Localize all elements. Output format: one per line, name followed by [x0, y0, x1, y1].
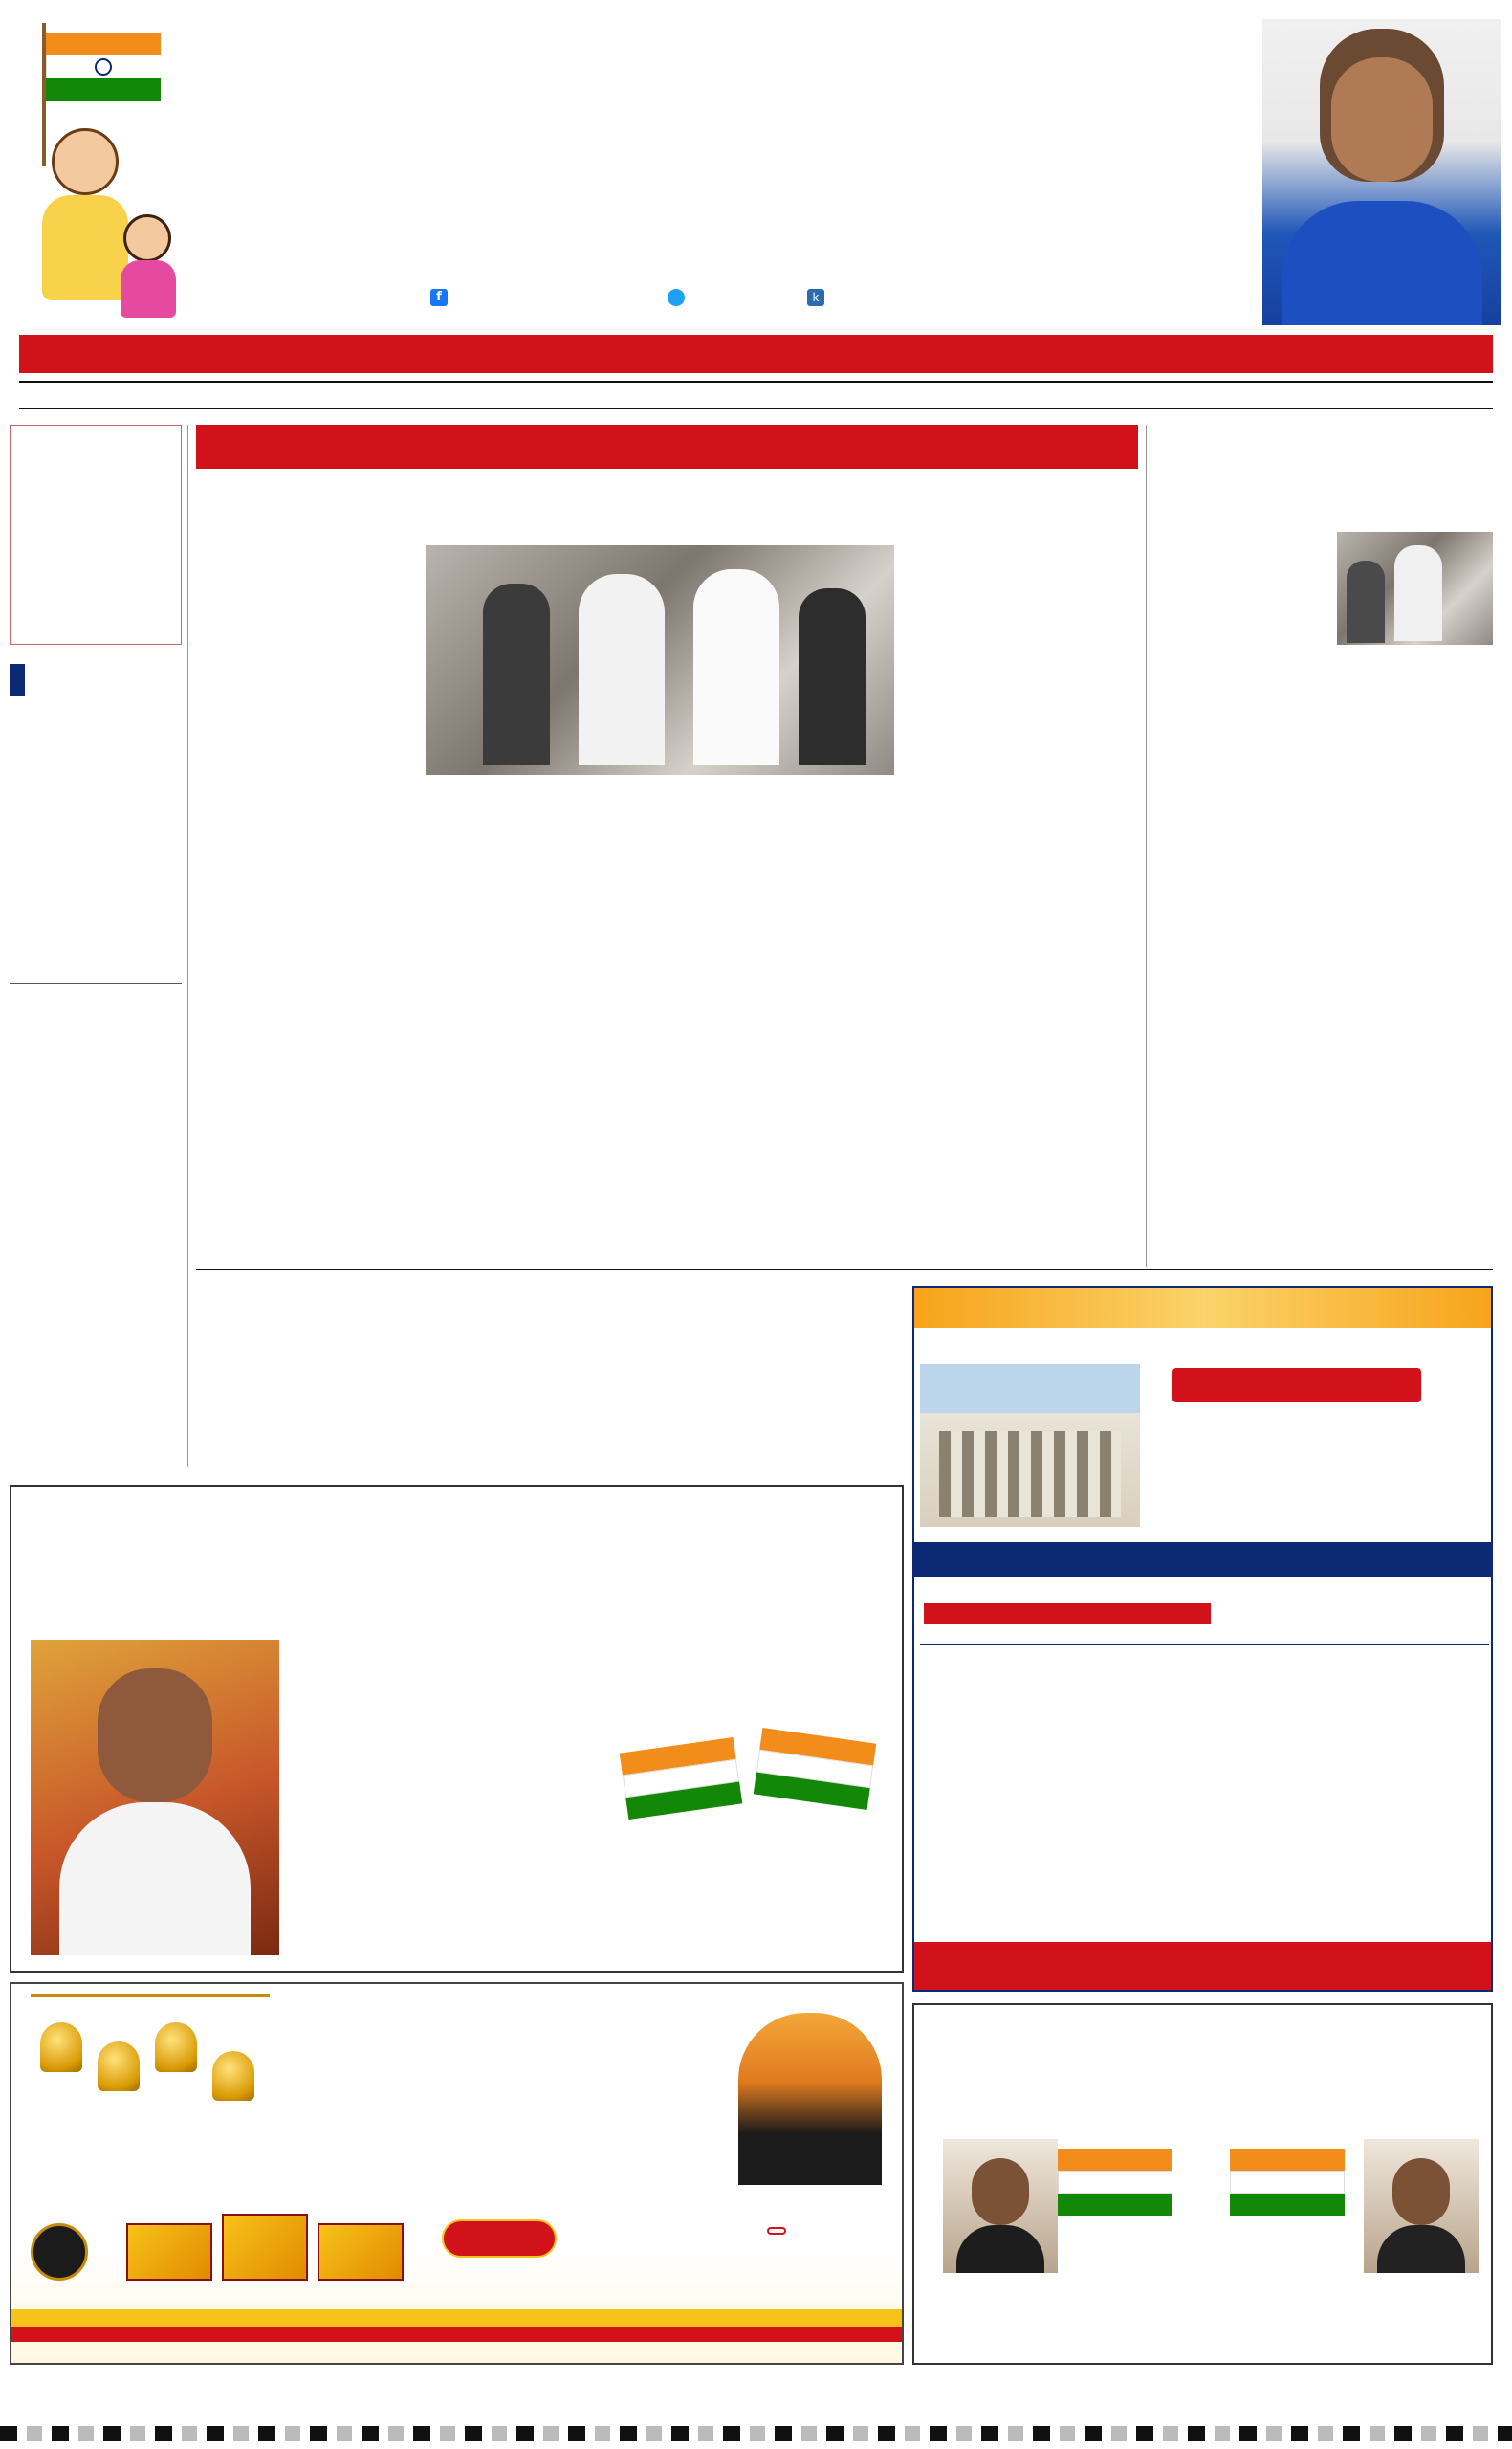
- azadi-ad-photo: [31, 1640, 279, 1955]
- badshah-seal: [31, 2223, 88, 2281]
- iiher-courses-header-bar: [924, 1603, 1211, 1624]
- iiher-ad: [912, 1286, 1493, 1992]
- brief-divider: [10, 983, 182, 984]
- left-column: [10, 425, 182, 1467]
- darbhanga-col2: [1337, 681, 1493, 1263]
- darbhanga-col1b: [1153, 957, 1330, 1263]
- azadi-ad-flags: [624, 1726, 891, 1860]
- notice-box: [10, 425, 182, 645]
- badshah-person-photo: [738, 2013, 882, 2185]
- notice-body: [18, 481, 175, 642]
- brief-header: [10, 664, 182, 696]
- badshah-logo: [442, 2219, 557, 2258]
- dateline: [19, 381, 1493, 409]
- social-links: [430, 287, 966, 312]
- iiher-banner: [914, 1288, 1493, 1328]
- iiher-building-photo: [920, 1364, 1140, 1527]
- lead-col4: [904, 545, 1138, 974]
- koo-icon[interactable]: k: [807, 289, 824, 306]
- greet-photo-1: [943, 2139, 1058, 2273]
- gandhi-body: [196, 1318, 904, 1471]
- darbhanga-photo: [1337, 532, 1493, 645]
- brief-item2-body: [10, 1029, 182, 1460]
- badshah-boxes: [126, 2214, 413, 2290]
- greet-photo-2: [1364, 2139, 1479, 2273]
- facebook-icon[interactable]: f: [430, 289, 448, 306]
- iiher-affiliation-bar: [914, 1542, 1493, 1577]
- lead-col3b: [660, 903, 894, 974]
- bells-decoration: [31, 1994, 270, 2128]
- lead-col2: [426, 783, 646, 974]
- lead-right-rule: [1146, 425, 1147, 1267]
- darbhanga-col1: [1153, 559, 1330, 922]
- lead-col3: [660, 783, 894, 871]
- gandhi-top-rule: [196, 1269, 1493, 1270]
- badshah-years-badge: [593, 2214, 736, 2263]
- left-column-rule: [187, 425, 188, 1467]
- masthead-title: [258, 57, 1062, 277]
- cricketer-photo: [1262, 19, 1501, 325]
- badshah-marketing-bar: [11, 2327, 904, 2342]
- twitter-icon[interactable]: [668, 289, 685, 306]
- print-registration-strip: [0, 2426, 1512, 2441]
- badshah-dealer-bar: [11, 2309, 904, 2327]
- badshah-ad: [10, 1982, 904, 2365]
- iiher-col-header: [920, 1626, 1489, 1645]
- badshah-damru: [767, 2227, 786, 2235]
- brief-item1-body: [10, 744, 182, 974]
- brief-label-a: [10, 664, 25, 696]
- lead-photo: [426, 545, 894, 775]
- caste-body: [210, 1060, 1138, 1261]
- greet-ad: [912, 2003, 1493, 2365]
- masthead: [0, 0, 1512, 330]
- greet-flags: [1058, 2149, 1354, 2216]
- azadi-ad: [10, 1485, 904, 1973]
- iiher-contact-bar: [914, 1942, 1493, 1992]
- iiher-notice-bar: [1172, 1368, 1421, 1402]
- lead-kicker: [196, 425, 1138, 469]
- flag-kid-illustration: [13, 23, 186, 320]
- lead-col1: [196, 568, 416, 970]
- top-ribbon: [19, 335, 1493, 373]
